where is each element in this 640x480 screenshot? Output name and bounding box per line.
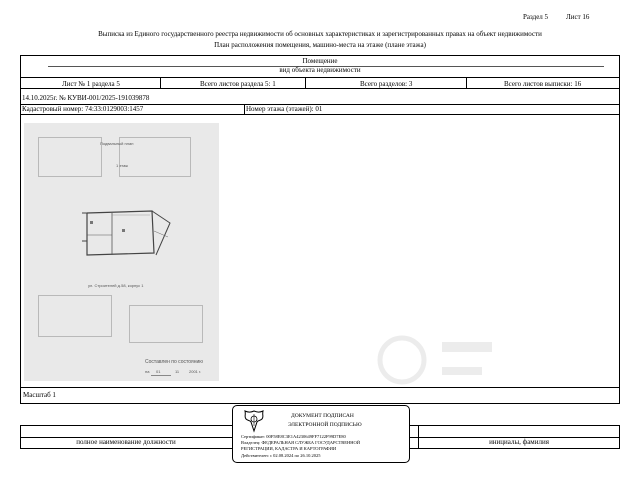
cell-divider bbox=[160, 77, 161, 88]
cadastral-number: Кадастровый номер: 74:33:0129003:1457 bbox=[22, 105, 144, 113]
plan-date-month: 11 bbox=[175, 369, 180, 374]
plan-grid-block bbox=[129, 305, 203, 343]
document-subtitle: План расположения помещения, машино-места на этаже (плане этажа) bbox=[214, 41, 426, 49]
row-divider bbox=[20, 77, 620, 78]
sheets-total: Всего листов выписки: 16 bbox=[504, 80, 582, 88]
plan-date-day: 01 bbox=[156, 369, 161, 374]
floor-number: Номер этажа (этажей): 01 bbox=[246, 105, 323, 113]
section-label: Раздел 5 bbox=[523, 13, 549, 21]
watermark-seal bbox=[372, 322, 502, 412]
position-caption: полное наименование должности bbox=[76, 438, 176, 446]
stamp-owner-1: Владелец: ФЕДЕРАЛЬНАЯ СЛУЖБА ГОСУДАРСТВЕННОЙ bbox=[241, 440, 361, 445]
initials-caption: инициалы, фамилия bbox=[489, 438, 549, 446]
floor-plan-image bbox=[24, 123, 219, 381]
document-title: Выписка из Единого государственного реестра недвижимости об основных характеристиках и зарегистрированных правах на объект недвижимости bbox=[98, 30, 542, 38]
stamp-line-1: ДОКУМЕНТ ПОДПИСАН bbox=[291, 413, 354, 419]
room-outline bbox=[82, 201, 182, 261]
plan-grid-block bbox=[38, 295, 112, 337]
plan-date-year: 2001 г. bbox=[189, 369, 202, 374]
scale-divider bbox=[20, 387, 620, 388]
plan-composed-label: Составлен по состоянию bbox=[145, 359, 204, 365]
object-caption: вид объекта недвижимости bbox=[279, 66, 361, 74]
stamp-line-2: ЭЛЕКТРОННОЙ ПОДПИСЬЮ bbox=[288, 422, 362, 428]
plan-date-prefix: на bbox=[145, 369, 150, 374]
sheet-label: Лист 16 bbox=[566, 13, 590, 21]
coat-of-arms-icon bbox=[241, 409, 267, 433]
plan-top-label: Подвальный план bbox=[100, 141, 134, 146]
sheets-in-section: Всего листов раздела 5: 1 bbox=[200, 80, 276, 88]
stamp-owner-2: РЕГИСТРАЦИИ, КАДАСТРА И КАРТОГРАФИИ bbox=[241, 446, 337, 451]
cell-divider bbox=[244, 104, 245, 115]
sheet-number: Лист № 1 раздела 5 bbox=[62, 80, 120, 88]
plan-date-underline bbox=[151, 375, 171, 376]
plan-address-label: ул. Строителей д.58, корпус 1 bbox=[88, 283, 144, 288]
plan-level-label: 1 этаж bbox=[116, 163, 128, 168]
sections-total: Всего разделов: 3 bbox=[360, 80, 413, 88]
row-divider bbox=[20, 88, 620, 89]
cell-divider bbox=[466, 77, 467, 88]
stamp-validity: Действителен: с 02.08.2024 по 26.10.2025 bbox=[241, 453, 321, 458]
scale-label: Масштаб 1 bbox=[23, 391, 56, 399]
plan-grid-block bbox=[38, 137, 102, 177]
document-reference: 14.10.2025г. № КУВИ-001/2025-191039878 bbox=[22, 94, 150, 102]
object-name: Помещение bbox=[302, 57, 338, 65]
electronic-signature-stamp bbox=[232, 405, 410, 463]
cell-divider bbox=[305, 77, 306, 88]
stamp-certificate: Сертификат: 00F58E8C3E1A4230649FF7122F99D7E80 bbox=[241, 434, 346, 439]
